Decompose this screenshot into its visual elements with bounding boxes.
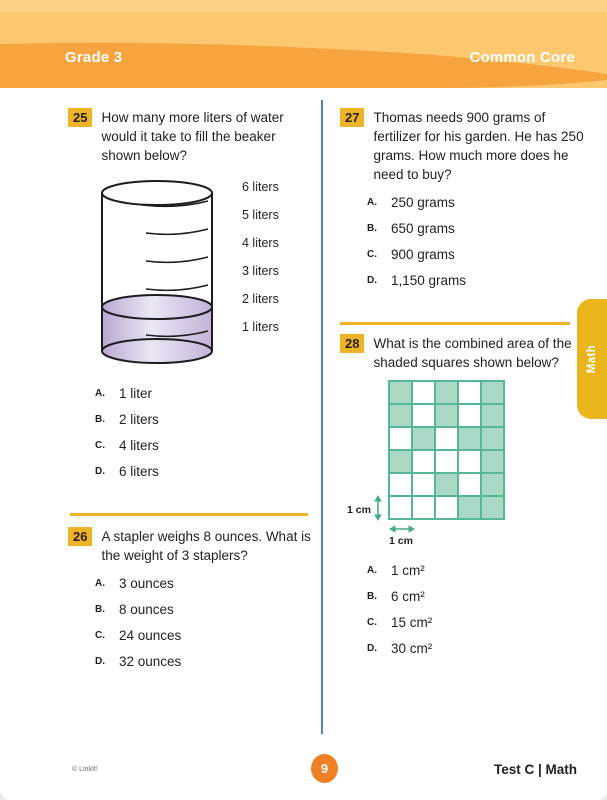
grid-cell	[458, 427, 481, 450]
grid-cell	[481, 450, 504, 473]
column-divider	[321, 100, 323, 734]
answer-option	[367, 246, 588, 264]
option-letter: D.	[367, 643, 377, 654]
grid-cell	[412, 496, 435, 519]
answer-option	[95, 463, 316, 481]
option-text: 4 liters	[119, 438, 159, 453]
area-grid	[388, 380, 505, 520]
grid-cell	[458, 381, 481, 404]
option-text: 32 ounces	[119, 654, 182, 669]
page-number-badge: 9	[311, 754, 338, 783]
tick-label: 3 liters	[242, 264, 279, 278]
option-text: 30 cm²	[391, 641, 433, 656]
answer-option	[367, 272, 588, 290]
grid-cell	[412, 404, 435, 427]
tick-label: 2 liters	[242, 292, 279, 306]
grid-cell	[481, 496, 504, 519]
answer-options	[95, 575, 316, 671]
answer-option	[95, 575, 316, 593]
option-letter: A.	[367, 565, 377, 576]
grid-cell	[435, 450, 458, 473]
answer-option	[95, 437, 316, 455]
option-text: 6 liters	[119, 464, 159, 479]
answer-option	[95, 627, 316, 645]
question-25	[68, 108, 316, 489]
option-text: 15 cm²	[391, 615, 433, 630]
grid-cell	[435, 473, 458, 496]
question-28	[340, 334, 588, 666]
option-text: 900 grams	[391, 247, 455, 262]
option-letter: C.	[367, 617, 377, 628]
grid-cell	[481, 381, 504, 404]
option-letter: B.	[95, 414, 105, 425]
option-text: 2 liters	[119, 412, 159, 427]
grid-cell	[435, 496, 458, 519]
unit-label-vertical: 1 cm	[347, 504, 371, 516]
option-letter: A.	[367, 197, 377, 208]
option-text: 1 liter	[119, 386, 153, 401]
beaker-svg	[94, 179, 230, 369]
height-arrow-icon	[373, 495, 383, 521]
grid-cell	[389, 473, 412, 496]
tick-label: 1 liters	[242, 320, 279, 334]
grid-cell	[389, 427, 412, 450]
option-letter: C.	[367, 249, 377, 260]
grid-cell	[435, 381, 458, 404]
footer-test-label: Test C | Math	[493, 762, 577, 777]
option-letter: A.	[95, 388, 105, 399]
answer-option	[367, 614, 588, 632]
answer-option	[367, 588, 588, 606]
width-arrow-icon	[389, 524, 415, 534]
answer-option	[367, 640, 588, 658]
answer-option	[367, 220, 588, 238]
question-text: A stapler weighs 8 ounces. What is the weight of 3 staplers?	[101, 529, 311, 563]
grid-cell	[412, 450, 435, 473]
grid-cell	[389, 404, 412, 427]
option-letter: B.	[95, 604, 105, 615]
option-text: 1 cm²	[391, 563, 425, 578]
page-header	[0, 0, 607, 88]
grid-cell	[458, 473, 481, 496]
question-number-badge: 28	[340, 334, 364, 353]
tick-label: 5 liters	[242, 208, 279, 222]
beaker-figure	[94, 179, 309, 375]
question-text: What is the combined area of the shaded squares shown below?	[373, 336, 572, 370]
answer-option	[95, 411, 316, 429]
option-letter: D.	[95, 656, 105, 667]
header-wave	[0, 0, 607, 88]
option-text: 24 ounces	[119, 628, 182, 643]
grid-cell	[481, 404, 504, 427]
grid-cell	[412, 427, 435, 450]
grid-cell	[481, 427, 504, 450]
option-text: 8 ounces	[119, 602, 174, 617]
option-letter: D.	[95, 466, 105, 477]
option-letter: B.	[367, 591, 377, 602]
unit-label-horizontal: 1 cm	[389, 535, 413, 547]
answer-option	[95, 385, 316, 403]
footer-copyright: © LinkIt!	[72, 766, 98, 773]
question-number-badge: 26	[68, 527, 92, 546]
grid-cell	[481, 473, 504, 496]
grid-cell	[389, 381, 412, 404]
answer-option	[95, 601, 316, 619]
question-text: How many more liters of water would it take to fill the beaker shown below?	[101, 110, 284, 163]
grid-cell	[389, 450, 412, 473]
question-number-badge: 25	[68, 108, 92, 127]
option-text: 650 grams	[391, 221, 455, 236]
answer-options	[367, 562, 588, 658]
section-rule	[340, 322, 570, 325]
grid-cell	[435, 404, 458, 427]
option-letter: C.	[95, 440, 105, 451]
grade-label: Grade 3	[65, 49, 123, 66]
math-side-tab	[577, 299, 607, 419]
option-text: 3 ounces	[119, 576, 174, 591]
grid-cell	[458, 450, 481, 473]
option-letter: A.	[95, 578, 105, 589]
area-grid-figure	[347, 380, 562, 548]
answer-option	[367, 194, 588, 212]
question-26	[68, 527, 316, 679]
option-text: 1,150 grams	[391, 273, 467, 288]
grid-cell	[435, 427, 458, 450]
grid-cell	[458, 404, 481, 427]
option-letter: B.	[367, 223, 377, 234]
grid-cell	[458, 496, 481, 519]
question-27	[340, 108, 588, 298]
section-rule	[70, 513, 308, 516]
option-letter: D.	[367, 275, 377, 286]
option-text: 250 grams	[391, 195, 455, 210]
question-text: Thomas needs 900 grams of fertilizer for his garden. He has 250 grams. How much more does he need to buy?	[373, 110, 584, 182]
answer-options	[367, 194, 588, 290]
question-number-badge: 27	[340, 108, 364, 127]
option-letter: C.	[95, 630, 105, 641]
side-tab-label: Math	[586, 344, 598, 374]
answer-option	[95, 653, 316, 671]
grid-cell	[412, 381, 435, 404]
answer-option	[367, 562, 588, 580]
grid-cell	[412, 473, 435, 496]
tick-label: 6 liters	[242, 180, 279, 194]
grid-cell	[389, 496, 412, 519]
answer-options	[95, 385, 316, 481]
option-text: 6 cm²	[391, 589, 425, 604]
tick-label: 4 liters	[242, 236, 279, 250]
edition-label: Common Core	[469, 49, 575, 66]
